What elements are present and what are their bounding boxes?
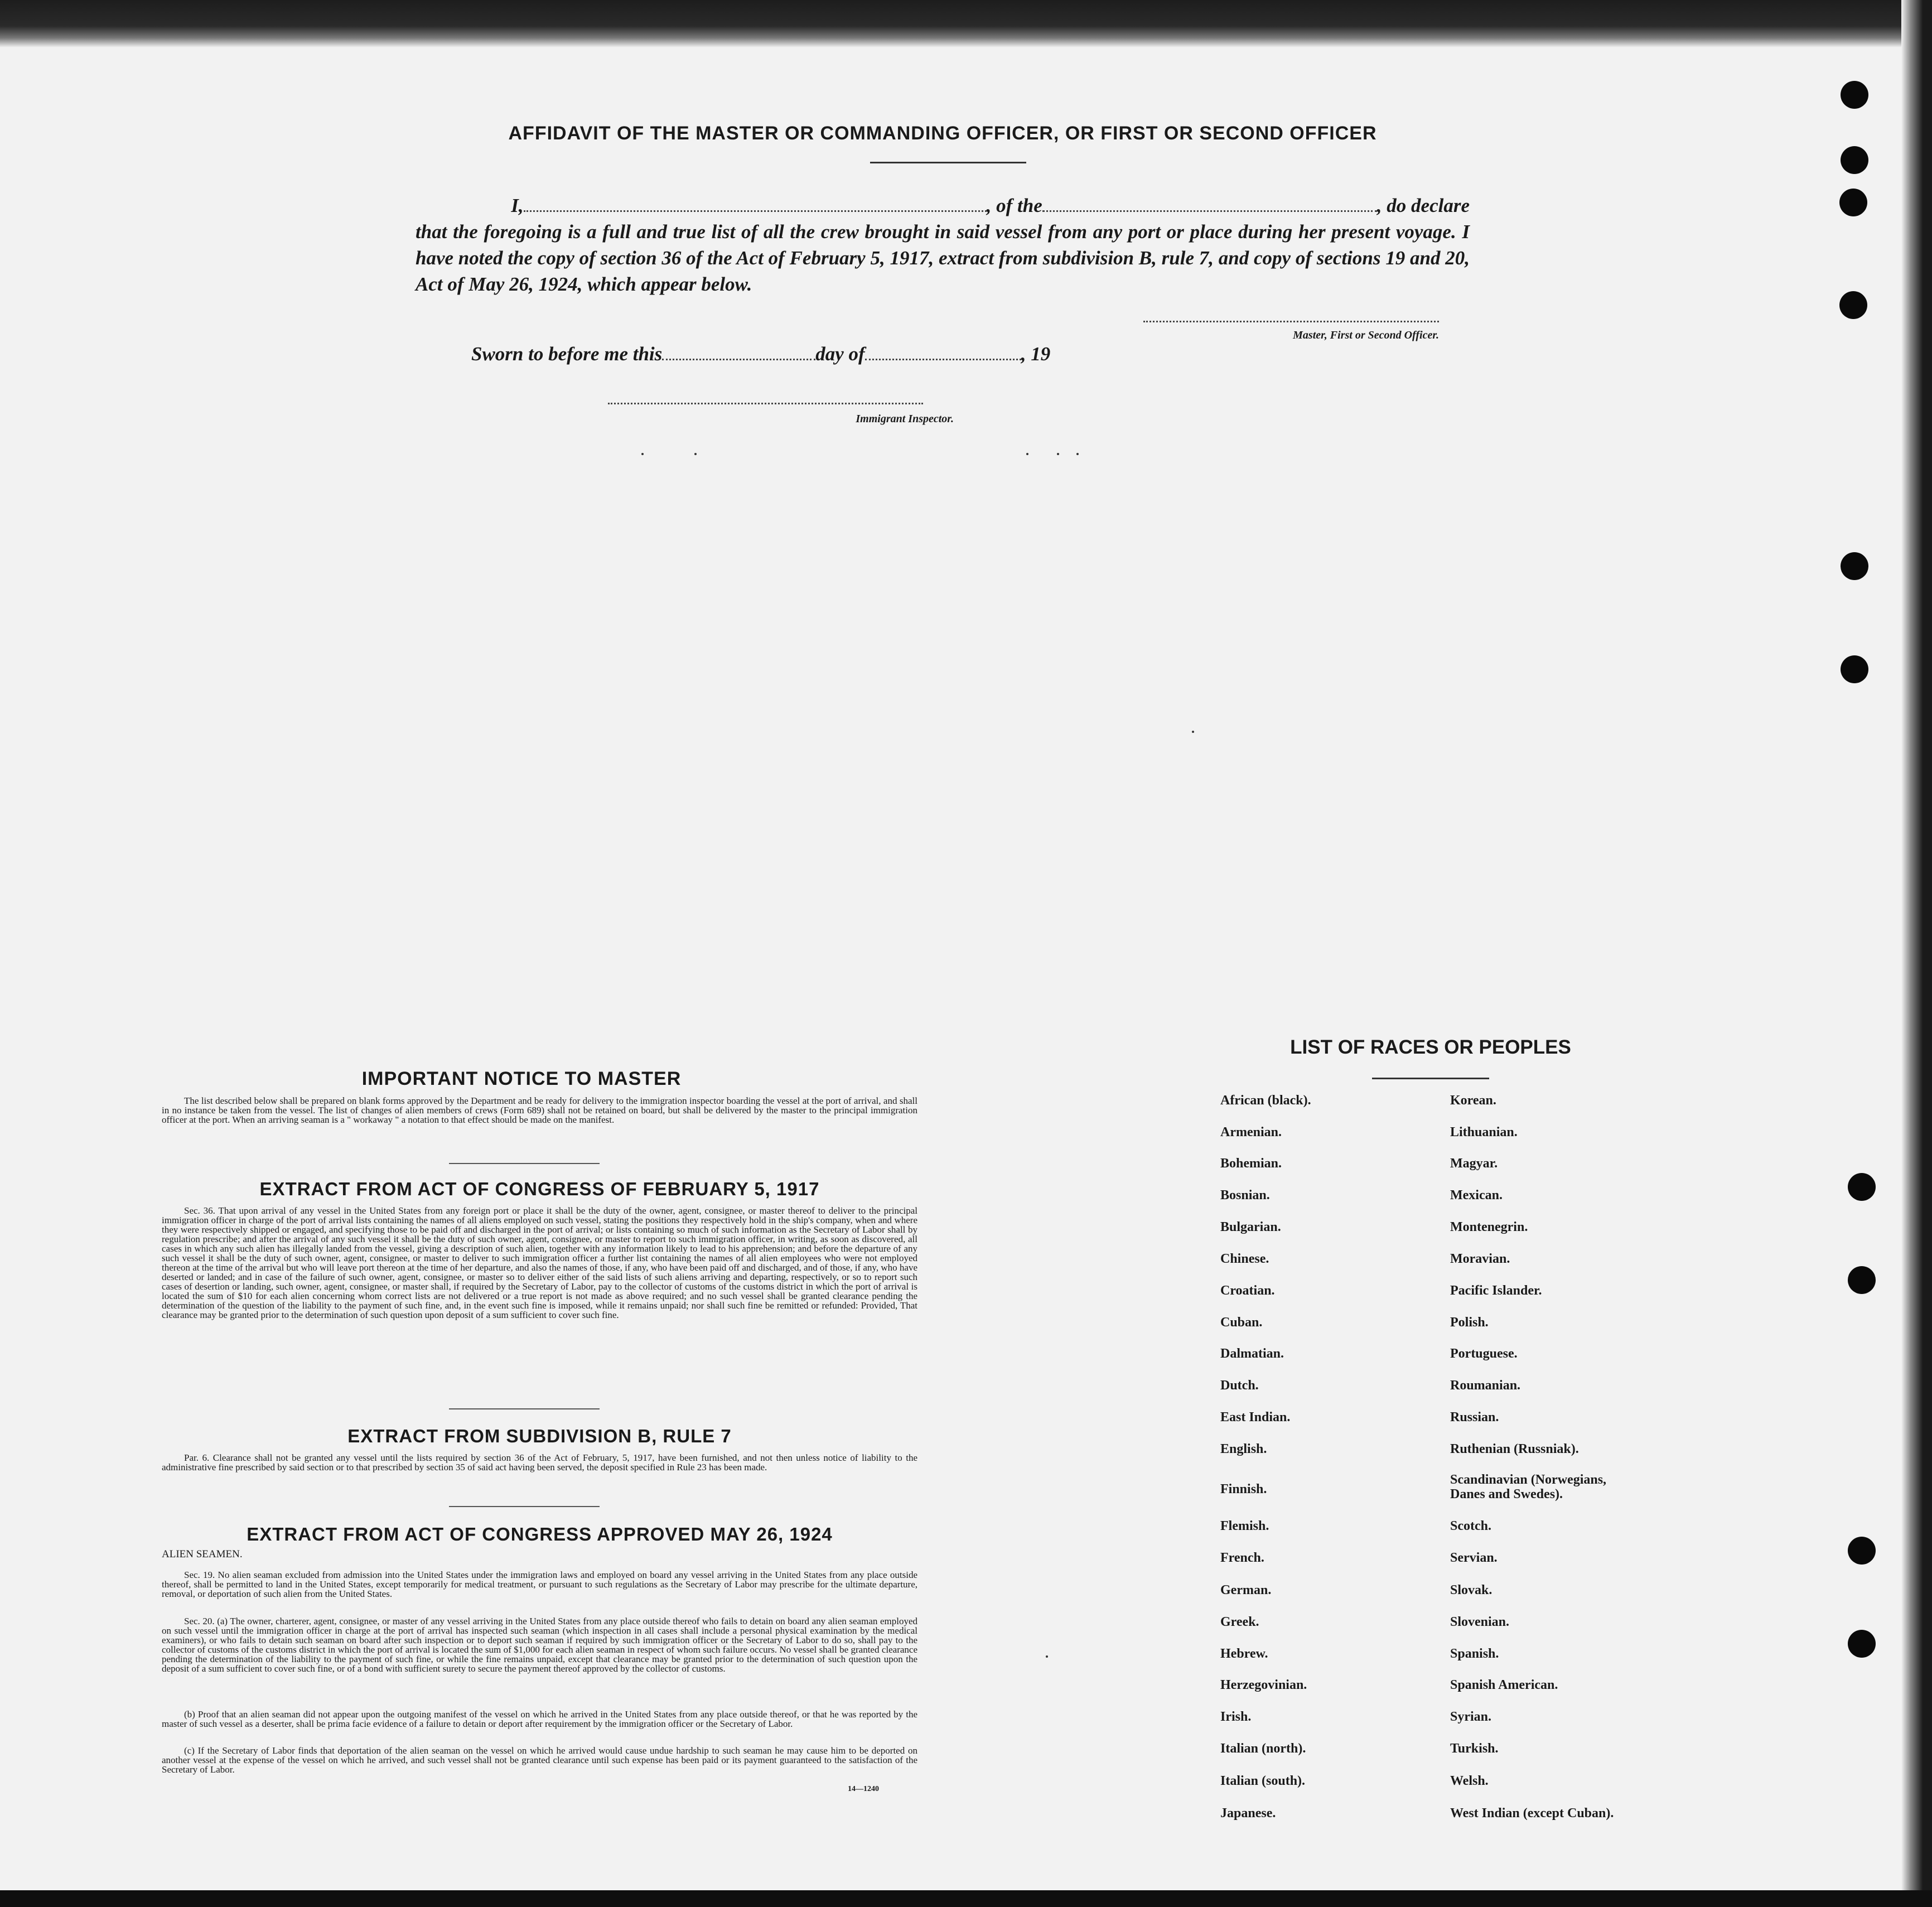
sworn-statement xyxy=(471,343,1141,365)
notice-title: IMPORTANT NOTICE TO MASTER xyxy=(361,1068,682,1089)
scan-speck xyxy=(1057,453,1059,455)
form-number: 14—1240 xyxy=(848,1785,879,1793)
sworn-day-field[interactable] xyxy=(662,345,815,360)
race-item: Russian. xyxy=(1450,1410,1499,1425)
race-item: West Indian (except Cuban). xyxy=(1450,1806,1614,1821)
inspector-signature-label: Immigrant Inspector. xyxy=(856,413,954,425)
race-item: Finnish. xyxy=(1220,1482,1267,1496)
extract-1924-title: EXTRACT FROM ACT OF CONGRESS APPROVED MAY 26, 1924 xyxy=(247,1524,833,1544)
extract-rule7-title: EXTRACT FROM SUBDIVISION B, RULE 7 xyxy=(347,1426,732,1446)
race-item: Flemish. xyxy=(1220,1519,1269,1533)
scan-speck xyxy=(694,453,697,455)
race-item: Herzegovinian. xyxy=(1220,1678,1307,1692)
extract-1924-sec20a: Sec. 20. (a) The owner, charterer, agent, consignee, or master of any vessel arriving in the United States from any place outside thereof who fails to detain on board any alien seaman employed on such vessel until the immigration officer in charge at the port of arrival has inspected such seaman (which inspection in all cases shall include a personal physical examination by the medical examiners), or who fails to detain such seaman on board after such inspection or to deport such seaman if required by such immigration officer or the Secretary of Labor to do so, shall pay to the collector of customs of the customs district in which the port of arrival is located the sum of $1,000 for each alien seaman in respect of whom such failure occurs. No vessel shall be granted clearance pending the determination of the liability to the payment of such fine, or while the fine remains unpaid, except that clearance may be granted prior to the determination of such question upon the deposit of a sum sufficient to cover such fine, or of a bond with sufficient surety to secure the payment thereof approved by the collector of customs. xyxy=(162,1616,917,1674)
officer-name-field[interactable] xyxy=(524,197,987,212)
scan-border-top xyxy=(0,0,1932,47)
race-item: Greek. xyxy=(1220,1615,1259,1629)
race-item: Dutch. xyxy=(1220,1378,1259,1393)
inspector-signature-field[interactable] xyxy=(608,403,923,404)
punch-hole xyxy=(1848,1173,1876,1201)
punch-hole xyxy=(1841,146,1868,174)
declaration-do-declare: , do declare xyxy=(1376,195,1470,216)
race-item: Slovak. xyxy=(1450,1583,1493,1597)
extract-1917-text: Sec. 36. That upon arrival of any vessel in the United States from any foreign port or place it shall be the duty of the owner, agent, consignee, or master thereof to deliver to the principal immigration officer in charge of the port of arrival lists containing the names of all aliens employed on such vessel, stating the positions they respectively hold in the ship's company, when and where they were respectively shipped or engaged, and specifying those to be paid off and discharged in the port of arrival; or lists containing so much of such information as the Secretary of Labor shall by regulation prescribe; and after the arrival of any such vessel it shall be the duty of such owner, agent, consignee, or master to report to such immigration officer, in writing, as soon as discovered, all cases in which any such alien has illegally landed from the vessel, giving a description of such alien, together with any information likely to lead to his apprehension; and before the departure of any such vessel it shall be the duty of such owner, agent, consignee, or master to deliver to such immigration officer a further list containing the names of all alien employees who were not employed thereon at the time of the arrival but who will leave port thereon at the time of her departure, and also the names of those, if any, who have been paid off and discharged, and of those, if any, who have deserted or landed; and in case of the failure of such owner, agent, consignee, or master so to deliver either of the said lists of such aliens arriving and departing, respectively, or so to report such cases of desertion or landing, such owner, agent, consignee, or master shall, if required by the Secretary of Labor, pay to the collector of customs of the customs district in which the port of arrival is located the sum of $10 for each alien concerning whom correct lists are not delivered or a true report is not made as above required; and no such vessel shall be granted clearance pending the determination of the question of the liability to the payment of such fine, and, in the event such fine is imposed, while it remains unpaid; nor shall such fine be remitted or refunded: Provided, That clearance may be granted prior to the determination of such question upon deposit of a sum sufficient to cover such fine. xyxy=(162,1205,917,1320)
races-divider xyxy=(1372,1078,1489,1079)
race-item: English. xyxy=(1220,1442,1267,1456)
section-divider xyxy=(449,1163,600,1164)
extract-1917-title: EXTRACT FROM ACT OF CONGRESS OF FEBRUARY 5, 1917 xyxy=(259,1179,820,1199)
section-divider xyxy=(449,1408,600,1409)
race-item: Bohemian. xyxy=(1220,1156,1282,1171)
race-item: Syrian. xyxy=(1450,1710,1492,1724)
punch-hole xyxy=(1848,1630,1876,1658)
sworn-day-of: day of xyxy=(815,343,865,365)
scan-speck xyxy=(1192,731,1194,733)
race-item: East Indian. xyxy=(1220,1410,1291,1425)
punch-hole xyxy=(1841,81,1868,109)
section-divider xyxy=(449,1506,600,1507)
race-item: Welsh. xyxy=(1450,1774,1489,1788)
race-item: Croatian. xyxy=(1220,1283,1275,1298)
race-item: Japanese. xyxy=(1220,1806,1276,1821)
scan-border-bottom xyxy=(0,1890,1932,1907)
race-item: Italian (south). xyxy=(1220,1774,1306,1788)
race-item: Scandinavian (Norwegians, Danes and Swedes). xyxy=(1450,1473,1607,1502)
master-signature-label: Master, First or Second Officer. xyxy=(1293,329,1439,341)
declaration-i: I, xyxy=(511,195,524,216)
scan-border-right xyxy=(1901,0,1932,1907)
race-item: Polish. xyxy=(1450,1315,1489,1330)
race-item: Portuguese. xyxy=(1450,1346,1518,1361)
extract-1924-subtitle: ALIEN SEAMEN. xyxy=(162,1548,243,1560)
extract-1924-sec19: Sec. 19. No alien seaman excluded from admission into the United States under the immigration laws and employed on board any vessel arriving in the United States from any place outside thereof, shall be permitted to land in the United States, except temporarily for medical treatment, or pursuant to such regulations as the Secretary of Labor may prescribe for the ultimate departure, removal, or deportation of such alien from the United States. xyxy=(162,1570,917,1599)
sworn-year: , 19 xyxy=(1021,343,1051,365)
race-item: Pacific Islander. xyxy=(1450,1283,1542,1298)
race-item: Ruthenian (Russniak). xyxy=(1450,1442,1579,1456)
race-item: Armenian. xyxy=(1220,1125,1282,1140)
declaration-body: that the foregoing is a full and true list of all the crew brought in said vessel from any port or place during her present voyage. I have noted the copy of section 36 of the Act of February 5, 1917, extract from subdivision B, rule 7, and copy of sections 19 and 20, Act of May 26, 1924, which appear below. xyxy=(416,221,1470,295)
race-item: Lithuanian. xyxy=(1450,1125,1518,1140)
race-item: Cuban. xyxy=(1220,1315,1263,1330)
races-title: LIST OF RACES OR PEOPLES xyxy=(1290,1036,1571,1058)
race-item: Italian (north). xyxy=(1220,1741,1306,1756)
sworn-month-field[interactable] xyxy=(865,345,1021,360)
race-item: Chinese. xyxy=(1220,1252,1269,1266)
race-item: Montenegrin. xyxy=(1450,1220,1528,1234)
race-item: Dalmatian. xyxy=(1220,1346,1284,1361)
scan-speck xyxy=(641,453,644,455)
race-item: African (black). xyxy=(1220,1093,1311,1108)
notice-text: The list described below shall be prepared on blank forms approved by the Department and be ready for delivery to the immigration inspector boarding the vessel at the port of arrival, and shall in no instance be taken from the vessel. The list of changes of alien members of crews (Form 689) shall not be retained on board, but shall be delivered by the master to the principal immigration officer at the port. When an arriving seaman is a " workaway " a notation to that effect should be made on the manifest. xyxy=(162,1095,917,1125)
race-item: Slovenian. xyxy=(1450,1615,1510,1629)
punch-hole xyxy=(1848,1266,1876,1294)
punch-hole xyxy=(1841,552,1868,580)
extract-1924-sec20b: (b) Proof that an alien seaman did not appear upon the outgoing manifest of the vessel on which he arrived in the United States from any place outside thereof, or that he was reported by the master of such vessel as a deserter, shall be prima facie evidence of a failure to detain or deport after requirement by the immigration officer or the Secretary of Labor. xyxy=(162,1709,917,1729)
race-item: Magyar. xyxy=(1450,1156,1498,1171)
race-item: Spanish. xyxy=(1450,1647,1499,1661)
title-divider xyxy=(870,162,1026,163)
declaration-paragraph xyxy=(416,192,1470,297)
sworn-prefix: Sworn to before me this xyxy=(471,343,663,365)
race-item: Scotch. xyxy=(1450,1519,1491,1533)
race-item: French. xyxy=(1220,1551,1264,1565)
race-item: Turkish. xyxy=(1450,1741,1499,1756)
master-signature-field[interactable] xyxy=(1143,321,1439,322)
scan-speck xyxy=(1026,453,1028,455)
race-item: Hebrew. xyxy=(1220,1647,1268,1661)
punch-hole xyxy=(1848,1537,1876,1565)
scan-speck xyxy=(1076,453,1079,455)
race-item: Moravian. xyxy=(1450,1252,1510,1266)
extract-1924-sec20c: (c) If the Secretary of Labor finds that deportation of the alien seaman on the vessel on which he arrived would cause undue hardship to such seaman he may cause him to be deported on another vessel at the expense of the vessel on which he arrived, and such vessel shall not be granted clearance until such expense has been paid or its payment guaranteed to the satisfaction of the Secretary of Labor. xyxy=(162,1745,917,1775)
scan-speck xyxy=(1046,1655,1048,1658)
punch-hole xyxy=(1839,189,1867,216)
race-item: Korean. xyxy=(1450,1093,1496,1108)
race-item: Mexican. xyxy=(1450,1188,1503,1203)
race-item: Bulgarian. xyxy=(1220,1220,1281,1234)
punch-hole xyxy=(1839,291,1867,319)
race-item: Bosnian. xyxy=(1220,1188,1270,1203)
extract-rule7-text: Par. 6. Clearance shall not be granted any vessel until the lists required by section 36 of the Act of February, 5, 1917, have been furnished, and not then unless notice of liability to the administrative fine prescribed by said section or to that prescribed by section 35 of said act having been served, the deposit specified in Rule 23 has been made. xyxy=(162,1452,917,1473)
race-item: Servian. xyxy=(1450,1551,1498,1565)
race-item: Irish. xyxy=(1220,1710,1252,1724)
affidavit-title: AFFIDAVIT OF THE MASTER OR COMMANDING OFFICER, OR FIRST OR SECOND OFFICER xyxy=(508,123,1377,144)
declaration-of-the: , of the xyxy=(986,195,1042,216)
vessel-name-field[interactable] xyxy=(1042,197,1377,212)
race-item: Spanish American. xyxy=(1450,1678,1558,1692)
race-item: Roumanian. xyxy=(1450,1378,1521,1393)
punch-hole xyxy=(1841,655,1868,683)
race-item: German. xyxy=(1220,1583,1272,1597)
